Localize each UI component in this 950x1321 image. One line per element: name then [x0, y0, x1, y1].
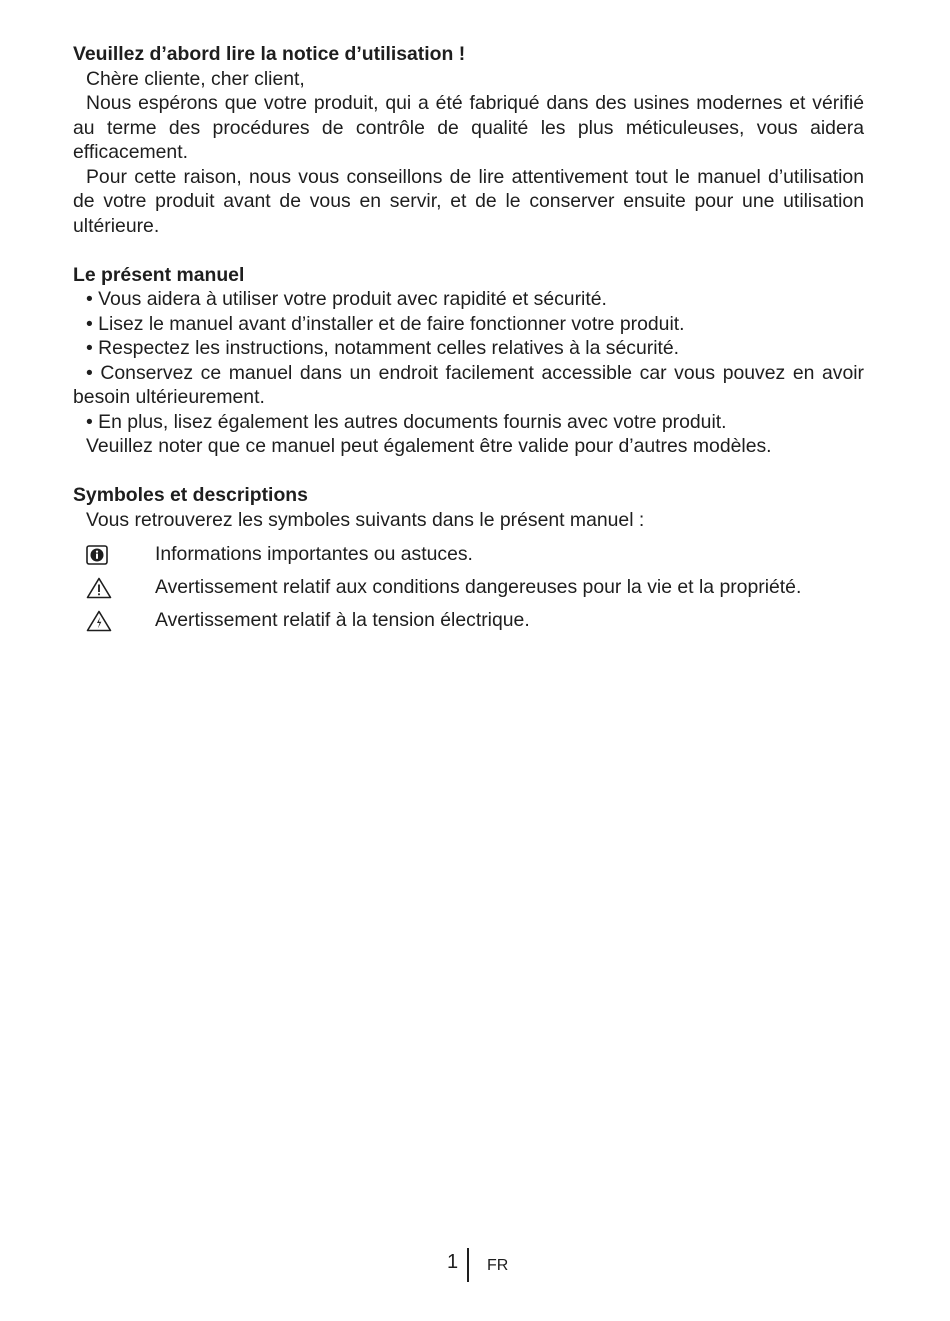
symbol-row — [73, 571, 864, 604]
symbol-description: Informations importantes ou astuces. — [155, 543, 473, 566]
intro-heading: Veuillez d’abord lire la notice d’utilisation ! — [73, 43, 466, 65]
footer-divider — [467, 1248, 469, 1282]
symbol-row — [73, 604, 864, 637]
symbol-description: Avertissement relatif aux conditions dangereuses pour la vie et la propriété. — [155, 576, 802, 599]
page-footer — [0, 1248, 950, 1278]
bullet-item: • En plus, lisez également les autres documents fournis avec votre produit. — [86, 410, 727, 433]
bullet-item: • Conservez ce manuel dans un endroit facilement accessible car vous pouvez en avoir besoin ultérieurement. — [73, 361, 864, 408]
manual-heading: Le présent manuel — [73, 263, 245, 286]
page-number: 1 — [447, 1251, 459, 1273]
page-content — [73, 42, 864, 637]
intro-paragraph: Pour cette raison, nous vous conseillons de lire attentivement tout le manuel d’utilisation de votre produit avant de vous en servir, et de le conserver ensuite pour une utilisation ultérieure. — [73, 165, 864, 237]
symbols-list — [73, 538, 864, 637]
symbols-intro: Vous retrouverez les symboles suivants dans le présent manuel : — [86, 508, 645, 531]
symbol-row — [73, 538, 864, 571]
language-code: FR — [487, 1257, 509, 1274]
warning-icon — [73, 577, 155, 599]
intro-section — [73, 42, 864, 238]
manual-note: Veuillez noter que ce manuel peut également être valide pour d’autres modèles. — [86, 435, 772, 457]
intro-paragraph: Nous espérons que votre produit, qui a été fabriqué dans des usines modernes et vérifié au terme des procédures de contrôle de qualité les plus méticuleuses, vous aidera efficacement. — [73, 92, 864, 163]
bullet-item: • Vous aidera à utiliser votre produit avec rapidité et sécurité. — [86, 288, 607, 310]
info-icon — [73, 545, 155, 565]
bullet-item: • Respectez les instructions, notamment celles relatives à la sécurité. — [86, 337, 680, 359]
electric-warning-icon — [73, 610, 155, 632]
manual-section — [73, 263, 864, 459]
bullet-item: • Lisez le manuel avant d’installer et de faire fonctionner votre produit. — [86, 312, 685, 335]
symbol-description: Avertissement relatif à la tension électrique. — [155, 609, 530, 632]
greeting-text: Chère cliente, cher client, — [86, 67, 305, 90]
symbols-section — [73, 483, 864, 637]
symbols-heading: Symboles et descriptions — [73, 484, 308, 506]
